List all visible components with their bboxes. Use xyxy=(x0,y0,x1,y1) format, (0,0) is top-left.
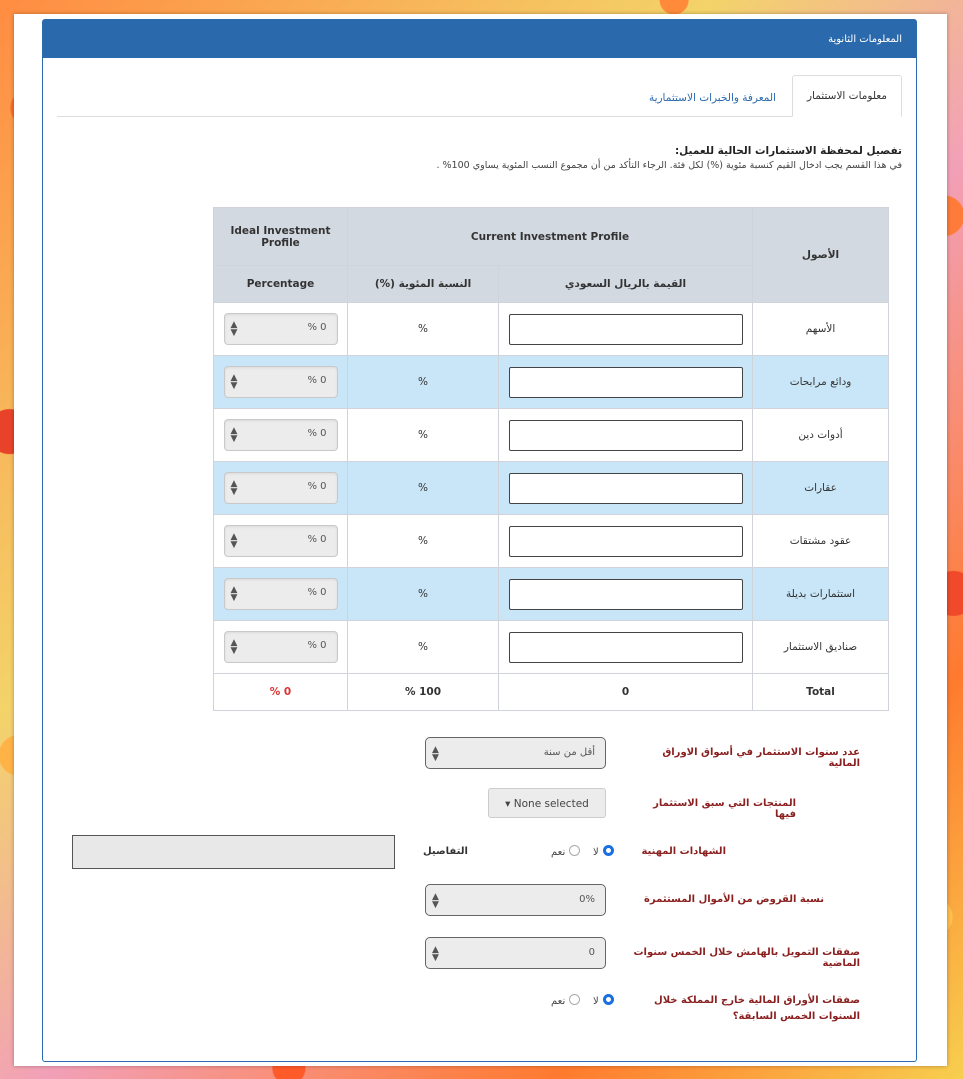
certs-details-input[interactable] xyxy=(72,835,395,869)
radio-on-icon[interactable] xyxy=(603,994,614,1005)
row-pct: % xyxy=(348,621,499,674)
header-percentage xyxy=(214,266,348,303)
foreign-no-option[interactable] xyxy=(593,996,614,1007)
certs-no-label: لا xyxy=(592,847,599,858)
tab-investment-info[interactable]: معلومات الاستثمار xyxy=(792,75,902,117)
margin-stepper[interactable] xyxy=(425,937,606,969)
tab-knowledge-experience[interactable]: المعرفة والخبرات الاستثمارية xyxy=(648,92,776,104)
ideal-percentage-stepper[interactable] xyxy=(224,472,338,504)
spinner-icon[interactable]: ▲ ▼ xyxy=(230,373,238,391)
products-label: المنتجات التي سبق الاستثمار فيها xyxy=(653,798,796,820)
radio-off-icon[interactable] xyxy=(569,994,580,1005)
spinner-icon[interactable]: ▲ ▼ xyxy=(432,892,439,910)
header-current-label: Current Investment Profile xyxy=(470,230,630,243)
header-assets-label: الأصول xyxy=(801,249,840,261)
row-asset-label: الأسهم xyxy=(753,303,889,356)
spinner-icon[interactable]: ▲ ▼ xyxy=(432,945,439,963)
row-pct: % xyxy=(348,409,499,462)
ideal-percentage-stepper[interactable] xyxy=(224,631,338,663)
row-asset-label: عقود مشتقات xyxy=(753,515,889,568)
investment-profile-table xyxy=(213,207,889,711)
margin-label: صفقات التمويل بالهامش خلال الخمس سنوات الماضية xyxy=(633,947,860,969)
panel-header xyxy=(43,20,916,58)
row-asset-label: عقارات xyxy=(753,462,889,515)
radio-on-icon[interactable] xyxy=(603,845,614,856)
row-asset-label: ودائع مرابحات xyxy=(753,356,889,409)
sar-value-input[interactable] xyxy=(509,473,743,504)
foreign-yes-label: نعم xyxy=(551,996,566,1007)
header-assets xyxy=(753,208,889,303)
radio-off-icon[interactable] xyxy=(569,845,580,856)
row-pct: % xyxy=(348,356,499,409)
header-percentage-label: Percentage xyxy=(246,278,315,290)
total-sar: 0 xyxy=(499,674,753,711)
spinner-icon[interactable]: ▲ ▼ xyxy=(230,532,238,550)
foreign-radio-group xyxy=(551,994,614,1007)
tab-bar xyxy=(57,76,902,117)
ideal-percentage-stepper[interactable] xyxy=(224,366,338,398)
margin-value: 0 xyxy=(588,947,595,958)
ideal-value: % 0 xyxy=(307,322,327,333)
ideal-percentage-stepper[interactable] xyxy=(224,419,338,451)
row-pct: % xyxy=(348,303,499,356)
certs-yes-option[interactable] xyxy=(551,847,580,858)
sar-value-input[interactable] xyxy=(509,367,743,398)
total-label: Total xyxy=(753,674,889,711)
header-ideal xyxy=(214,208,348,266)
sar-value-input[interactable] xyxy=(509,526,743,557)
table-row xyxy=(214,621,889,674)
certs-details-label: التفاصيل xyxy=(423,846,468,857)
ideal-value: % 0 xyxy=(307,481,327,492)
spinner-icon[interactable]: ▲ ▼ xyxy=(230,479,238,497)
spinner-icon[interactable]: ▲ ▼ xyxy=(230,638,238,656)
years-value: أقل من سنة xyxy=(543,747,595,758)
sar-value-input[interactable] xyxy=(509,314,743,345)
loans-value: 0% xyxy=(579,894,595,905)
spinner-icon[interactable]: ▲ ▼ xyxy=(230,320,238,338)
header-ideal-label: Ideal Investment Profile xyxy=(230,224,331,249)
ideal-percentage-stepper[interactable] xyxy=(224,525,338,557)
ideal-value: % 0 xyxy=(307,640,327,651)
secondary-info-panel xyxy=(42,19,917,1062)
sar-value-input[interactable] xyxy=(509,632,743,663)
years-label: عدد سنوات الاستثمار في أسواق الاوراق المالية xyxy=(662,747,860,769)
years-select[interactable] xyxy=(425,737,606,769)
total-ideal: % 0 xyxy=(214,674,348,711)
header-sar xyxy=(499,266,753,303)
row-asset-label: استثمارات بديلة xyxy=(753,568,889,621)
intro-description: في هذا القسم يجب ادخال القيم كنسبة مئوية (%) لكل فئة. الرجاء التأكد من أن مجموع النسب المئوية يساوي 100% . xyxy=(436,160,902,171)
products-multiselect[interactable]: ▾ None selected xyxy=(488,788,606,818)
total-row xyxy=(214,674,889,711)
select-arrows-icon: ▲ ▼ xyxy=(432,745,439,763)
table-row xyxy=(214,515,889,568)
loans-label: نسبة القروض من الأموال المستثمرة xyxy=(644,894,824,905)
table-row xyxy=(214,568,889,621)
certs-yes-label: نعم xyxy=(551,847,566,858)
sar-value-input[interactable] xyxy=(509,420,743,451)
row-pct: % xyxy=(348,515,499,568)
ideal-value: % 0 xyxy=(307,375,327,386)
panel-title: المعلومات الثانوية xyxy=(828,33,902,45)
row-pct: % xyxy=(348,462,499,515)
loans-stepper[interactable] xyxy=(425,884,606,916)
foreign-label: صفقات الأوراق المالية خارج المملكة خلال السنوات الخمس السابقة؟ xyxy=(654,995,860,1022)
certs-no-option[interactable] xyxy=(593,847,614,858)
sar-value-input[interactable] xyxy=(509,579,743,610)
certs-label: الشهادات المهنية xyxy=(641,846,726,857)
header-pct-label: النسبة المئوية (%) xyxy=(374,278,472,290)
spinner-icon[interactable]: ▲ ▼ xyxy=(230,426,238,444)
table-row xyxy=(214,462,889,515)
ideal-percentage-stepper[interactable] xyxy=(224,578,338,610)
page-frame xyxy=(14,14,947,1066)
table-row xyxy=(214,409,889,462)
row-asset-label: صناديق الاستثمار xyxy=(753,621,889,674)
foreign-no-label: لا xyxy=(592,996,599,1007)
portfolio-intro xyxy=(62,145,902,171)
ideal-value: % 0 xyxy=(307,534,327,545)
ideal-value: % 0 xyxy=(307,587,327,598)
table-row xyxy=(214,356,889,409)
spinner-icon[interactable]: ▲ ▼ xyxy=(230,585,238,603)
header-current xyxy=(348,208,753,266)
row-pct: % xyxy=(348,568,499,621)
header-pct xyxy=(348,266,499,303)
foreign-yes-option[interactable] xyxy=(551,996,580,1007)
ideal-percentage-stepper[interactable] xyxy=(224,313,338,345)
certs-radio-group xyxy=(551,845,614,858)
row-asset-label: أدوات دين xyxy=(753,409,889,462)
header-sar-label: القيمة بالريال السعودي xyxy=(564,278,687,290)
intro-title: تفصيل لمحفظة الاستثمارات الحالية للعميل: xyxy=(674,145,902,157)
total-pct: % 100 xyxy=(348,674,499,711)
table-row xyxy=(214,303,889,356)
ideal-value: % 0 xyxy=(307,428,327,439)
